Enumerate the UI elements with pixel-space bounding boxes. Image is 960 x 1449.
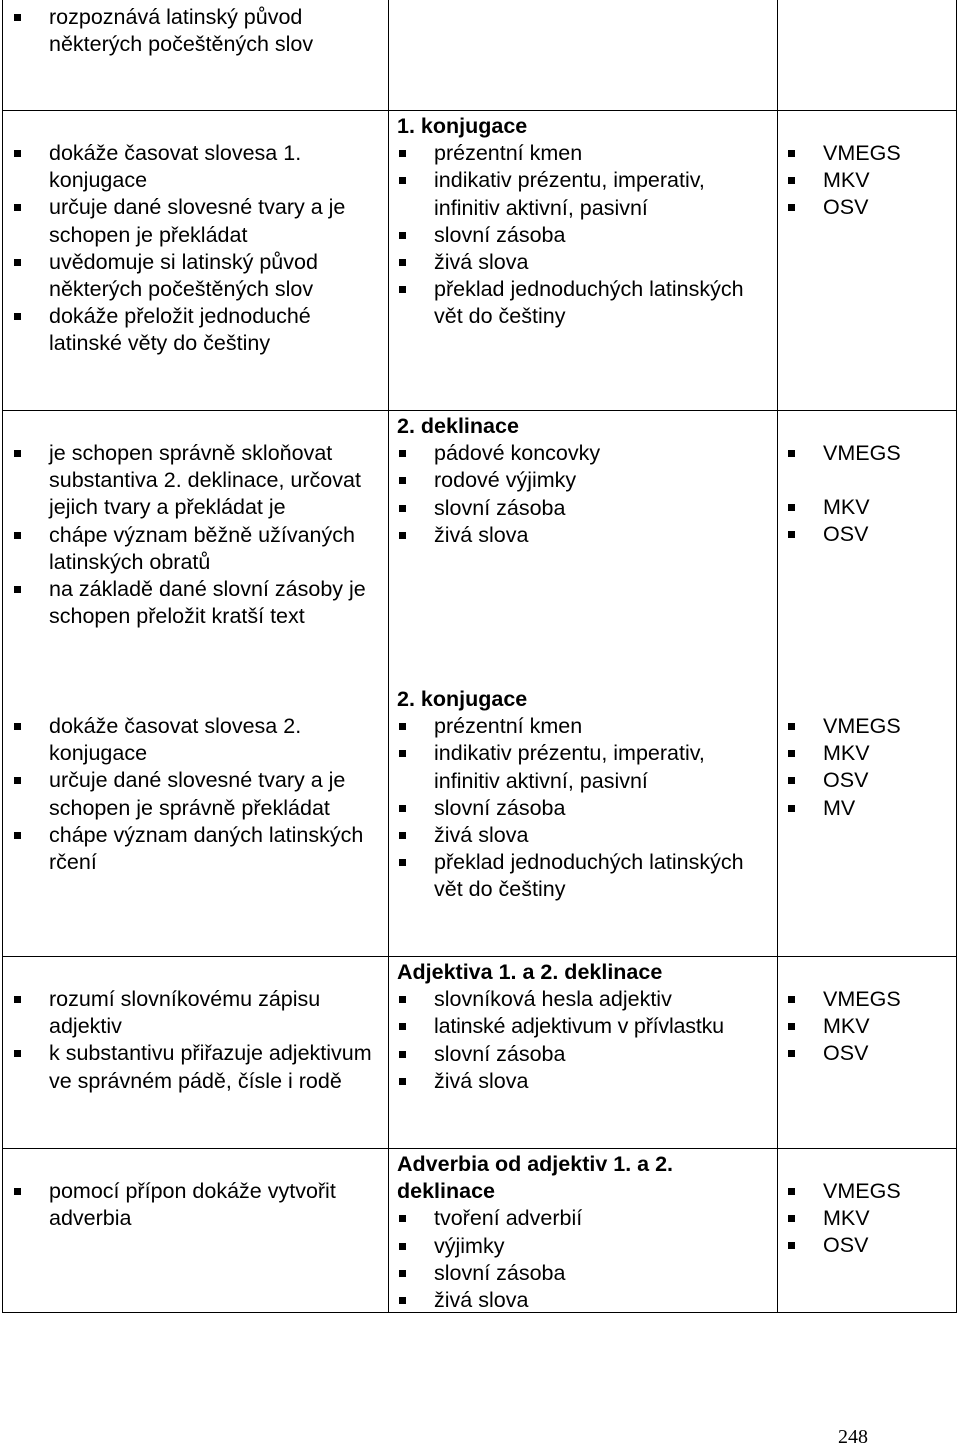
content-item: slovníková hesla adjektiv (397, 986, 775, 1013)
theme-item: MV (786, 795, 952, 822)
theme-item: VMEGS (786, 440, 952, 467)
content-heading: 1. konjugace (397, 114, 528, 138)
outcome-item: k substantivu přiřazuje adjektivum ve správném pádě, čísle i rodě (12, 1040, 380, 1094)
table-border-right (956, 0, 957, 1313)
theme-item: VMEGS (786, 986, 952, 1013)
theme-item: MKV (786, 167, 952, 194)
content-item: slovní zásoba (397, 795, 769, 822)
page-number: 248 (838, 1426, 868, 1448)
theme-item: OSV (786, 1232, 952, 1259)
theme-item: VMEGS (786, 713, 952, 740)
content-item: živá slova (397, 1068, 775, 1095)
row-5-outcomes (12, 1178, 380, 1232)
outcome-item: pomocí přípon dokáže vytvořit adverbia (12, 1178, 380, 1232)
row-divider-3 (2, 956, 957, 957)
outcome-item: určuje dané slovesné tvary a je schopen je správně překládat (12, 767, 380, 821)
row-3-themes (786, 713, 952, 822)
content-item: latinské adjektivum v přívlastku (397, 1013, 775, 1040)
row-2-outcomes (12, 440, 380, 630)
content-item: živá slova (397, 249, 769, 276)
outcome-item: rozumí slovníkovému zápisu adjektiv (12, 986, 380, 1040)
content-item: slovní zásoba (397, 1260, 712, 1287)
outcome-item: je schopen správně skloňovat substantiva 2. deklinace, určovat jejich tvary a překládat je (12, 440, 380, 522)
content-heading: Adverbia od adjektiv 1. a 2. deklinace (397, 1152, 674, 1204)
content-item: živá slova (397, 522, 769, 549)
row-3-content (397, 686, 769, 904)
content-item: překlad jednoduchých latinských vět do češtiny (397, 849, 769, 903)
row-1-outcomes (12, 140, 380, 358)
row-4-content (397, 959, 775, 1095)
row-divider-4 (2, 1148, 957, 1149)
content-item: indikativ prézentu, imperativ, infinitiv aktivní, pasivní (397, 740, 769, 794)
row-5-content (397, 1151, 712, 1314)
row-0-outcomes (12, 4, 380, 58)
table-border-left (2, 0, 3, 1313)
content-item: slovní zásoba (397, 1041, 775, 1068)
content-item: slovní zásoba (397, 222, 769, 249)
content-item: tvoření adverbií (397, 1205, 712, 1232)
theme-item: MKV (786, 494, 952, 521)
row-divider-2 (2, 410, 957, 411)
content-heading: Adjektiva 1. a 2. deklinace (397, 960, 663, 984)
content-item: prézentní kmen (397, 713, 769, 740)
column-divider-2 (777, 0, 778, 1313)
outcome-item: dokáže časovat slovesa 2. konjugace (12, 713, 380, 767)
row-3-outcomes (12, 713, 380, 876)
outcome-item: na základě dané slovní zásoby je schopen přeložit kratší text (12, 576, 380, 630)
outcome-item: chápe význam daných latinských rčení (12, 822, 380, 876)
row-1-content (397, 113, 769, 331)
outcome-item: rozpoznává latinský původ některých počeštěných slov (12, 4, 380, 58)
content-item: indikativ prézentu, imperativ, infinitiv aktivní, pasivní (397, 167, 769, 221)
content-item: živá slova (397, 822, 769, 849)
row-4-themes (786, 986, 952, 1068)
content-item: překlad jednoduchých latinských vět do češtiny (397, 276, 769, 330)
outcome-item: určuje dané slovesné tvary a je schopen je překládat (12, 194, 380, 248)
theme-item: VMEGS (786, 140, 952, 167)
theme-item: MKV (786, 1205, 952, 1232)
row-2-themes (786, 440, 952, 549)
outcome-item: chápe význam běžně užívaných latinských obratů (12, 522, 380, 576)
column-divider-1 (388, 0, 389, 1313)
theme-item: MKV (786, 1013, 952, 1040)
content-item: výjimky (397, 1233, 712, 1260)
theme-item: OSV (786, 194, 952, 221)
content-heading: 2. deklinace (397, 414, 519, 438)
content-item: prézentní kmen (397, 140, 769, 167)
row-4-outcomes (12, 986, 380, 1095)
row-5-themes (786, 1178, 952, 1260)
row-divider-1 (2, 110, 957, 111)
content-heading: 2. konjugace (397, 687, 528, 711)
theme-item: VMEGS (786, 1178, 952, 1205)
theme-item: OSV (786, 1040, 952, 1067)
outcome-item: dokáže časovat slovesa 1. konjugace (12, 140, 380, 194)
content-item: rodové výjimky (397, 467, 769, 494)
theme-item: OSV (786, 767, 952, 794)
theme-item: OSV (786, 521, 952, 548)
content-item: pádové koncovky (397, 440, 769, 467)
row-1-themes (786, 140, 952, 222)
theme-item: MKV (786, 740, 952, 767)
content-item: slovní zásoba (397, 495, 769, 522)
outcome-item: dokáže přeložit jednoduché latinské věty do češtiny (12, 303, 380, 357)
row-2-content (397, 413, 769, 549)
content-item: živá slova (397, 1287, 712, 1314)
outcome-item: uvědomuje si latinský původ některých počeštěných slov (12, 249, 380, 303)
